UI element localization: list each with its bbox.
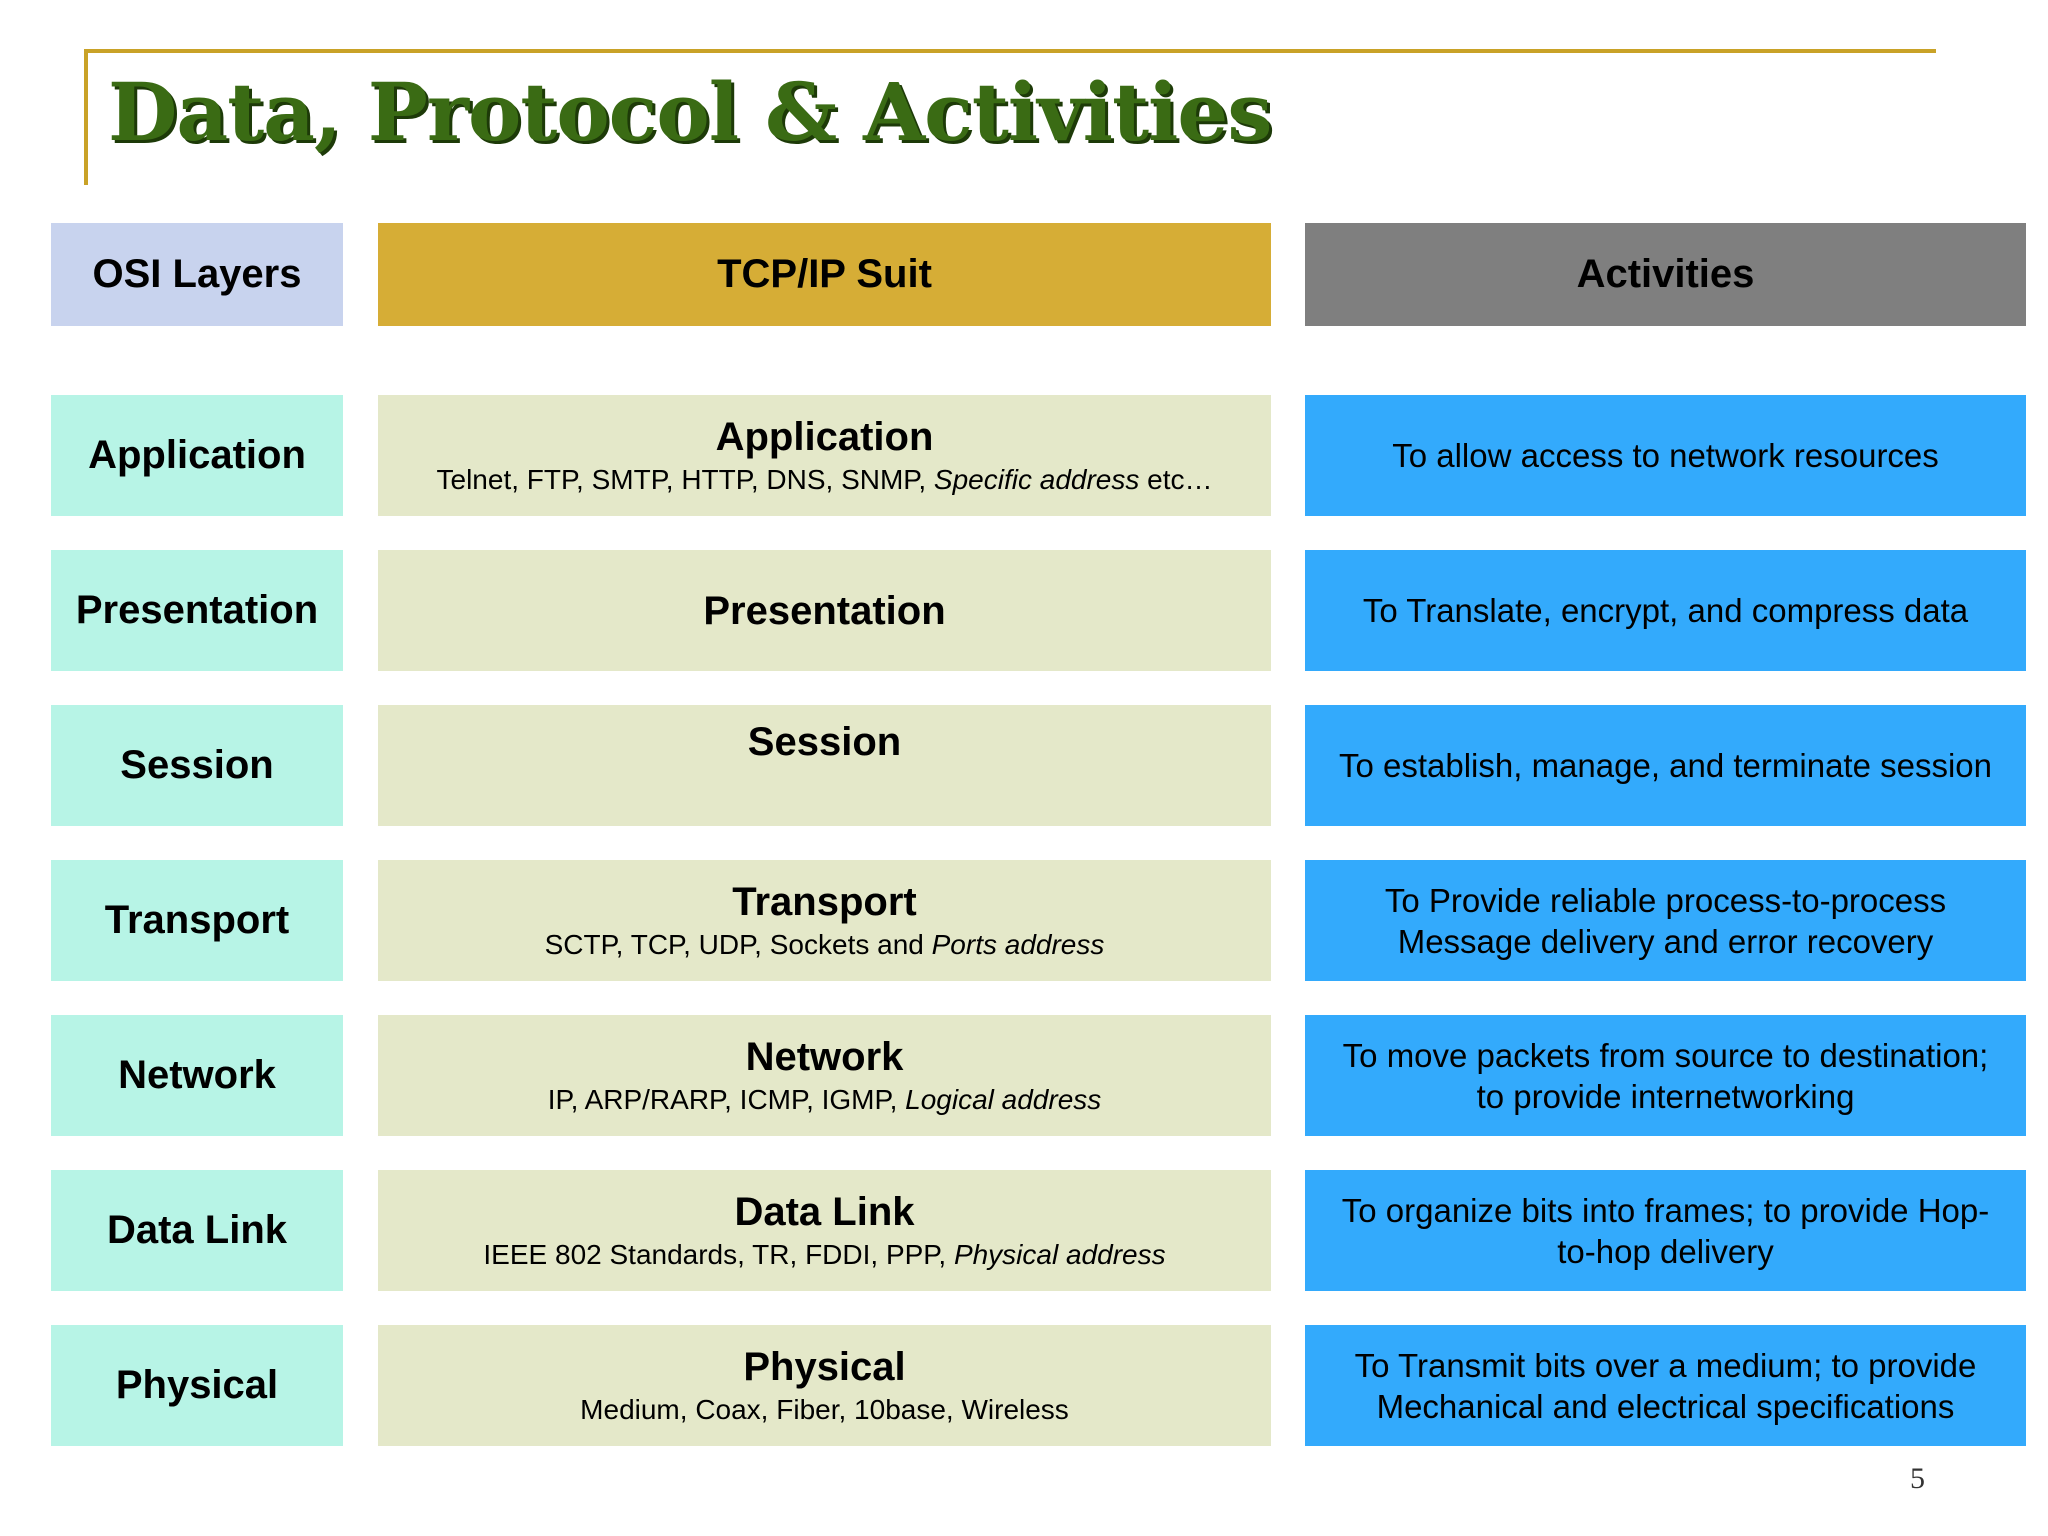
activity-network: To move packets from source to destination; to provide internetworking [1305, 1015, 2026, 1136]
address-type: Ports address [931, 928, 1105, 960]
tcp-layer-application [378, 395, 1271, 516]
tcp-layer-session [378, 705, 1271, 826]
tcp-layer-name: Network [745, 1034, 904, 1079]
header-activities: Activities [1305, 223, 2026, 326]
protocol-list: IEEE 802 Standards, TR, FDDI, PPP, [483, 1238, 954, 1270]
tcp-layer-protocols [545, 927, 1105, 963]
protocol-list: SCTP, TCP, UDP, Sockets and [544, 928, 932, 960]
protocol-list: IP, ARP/RARP, ICMP, IGMP, [547, 1083, 906, 1115]
osi-layer-network: Network [51, 1015, 343, 1136]
address-type: Logical address [905, 1083, 1102, 1115]
activity-presentation: To Translate, encrypt, and compress data [1305, 550, 2026, 671]
protocol-suffix: etc… [1139, 463, 1213, 495]
tcp-layer-protocols [483, 1237, 1165, 1273]
osi-layer-session: Session [51, 705, 343, 826]
tcp-layer-protocols [580, 1392, 1069, 1428]
protocol-list: Telnet, FTP, SMTP, HTTP, DNS, SNMP, [436, 463, 934, 495]
activity-session: To establish, manage, and terminate session [1305, 705, 2026, 826]
protocol-list: Medium, Coax, Fiber, 10base, Wireless [580, 1393, 1069, 1425]
slide-title: Data, Protocol & Activities [108, 65, 1272, 159]
activity-physical: To Transmit bits over a medium; to provide Mechanical and electrical specifications [1305, 1325, 2026, 1446]
tcp-layer-data-link [378, 1170, 1271, 1291]
osi-layer-transport: Transport [51, 860, 343, 981]
osi-layer-presentation: Presentation [51, 550, 343, 671]
osi-layer-application: Application [51, 395, 343, 516]
tcp-layer-protocols [437, 462, 1213, 498]
tcp-layer-name: Session [747, 720, 902, 764]
tcp-layer-name: Application [715, 414, 934, 459]
page-number: 5 [1910, 1462, 1925, 1495]
tcp-layer-presentation [378, 550, 1271, 671]
address-type: Specific address [933, 463, 1140, 495]
osi-layer-physical: Physical [51, 1325, 343, 1446]
tcp-layer-name: Physical [743, 1344, 906, 1389]
tcp-layer-name: Transport [732, 879, 917, 924]
header-tcpip-suit: TCP/IP Suit [378, 223, 1271, 326]
tcp-layer-name: Presentation [703, 588, 946, 633]
address-type: Physical address [953, 1238, 1166, 1270]
tcp-layer-name: Data Link [734, 1189, 915, 1234]
header-osi-layers: OSI Layers [51, 223, 343, 326]
osi-layer-data-link: Data Link [51, 1170, 343, 1291]
activity-transport: To Provide reliable process-to-process Message delivery and error recovery [1305, 860, 2026, 981]
tcp-layer-network [378, 1015, 1271, 1136]
tcp-layer-transport [378, 860, 1271, 981]
tcp-layer-physical [378, 1325, 1271, 1446]
activity-application: To allow access to network resources [1305, 395, 2026, 516]
tcp-layer-protocols [548, 1082, 1102, 1118]
activity-data-link: To organize bits into frames; to provide Hop-to-hop delivery [1305, 1170, 2026, 1291]
